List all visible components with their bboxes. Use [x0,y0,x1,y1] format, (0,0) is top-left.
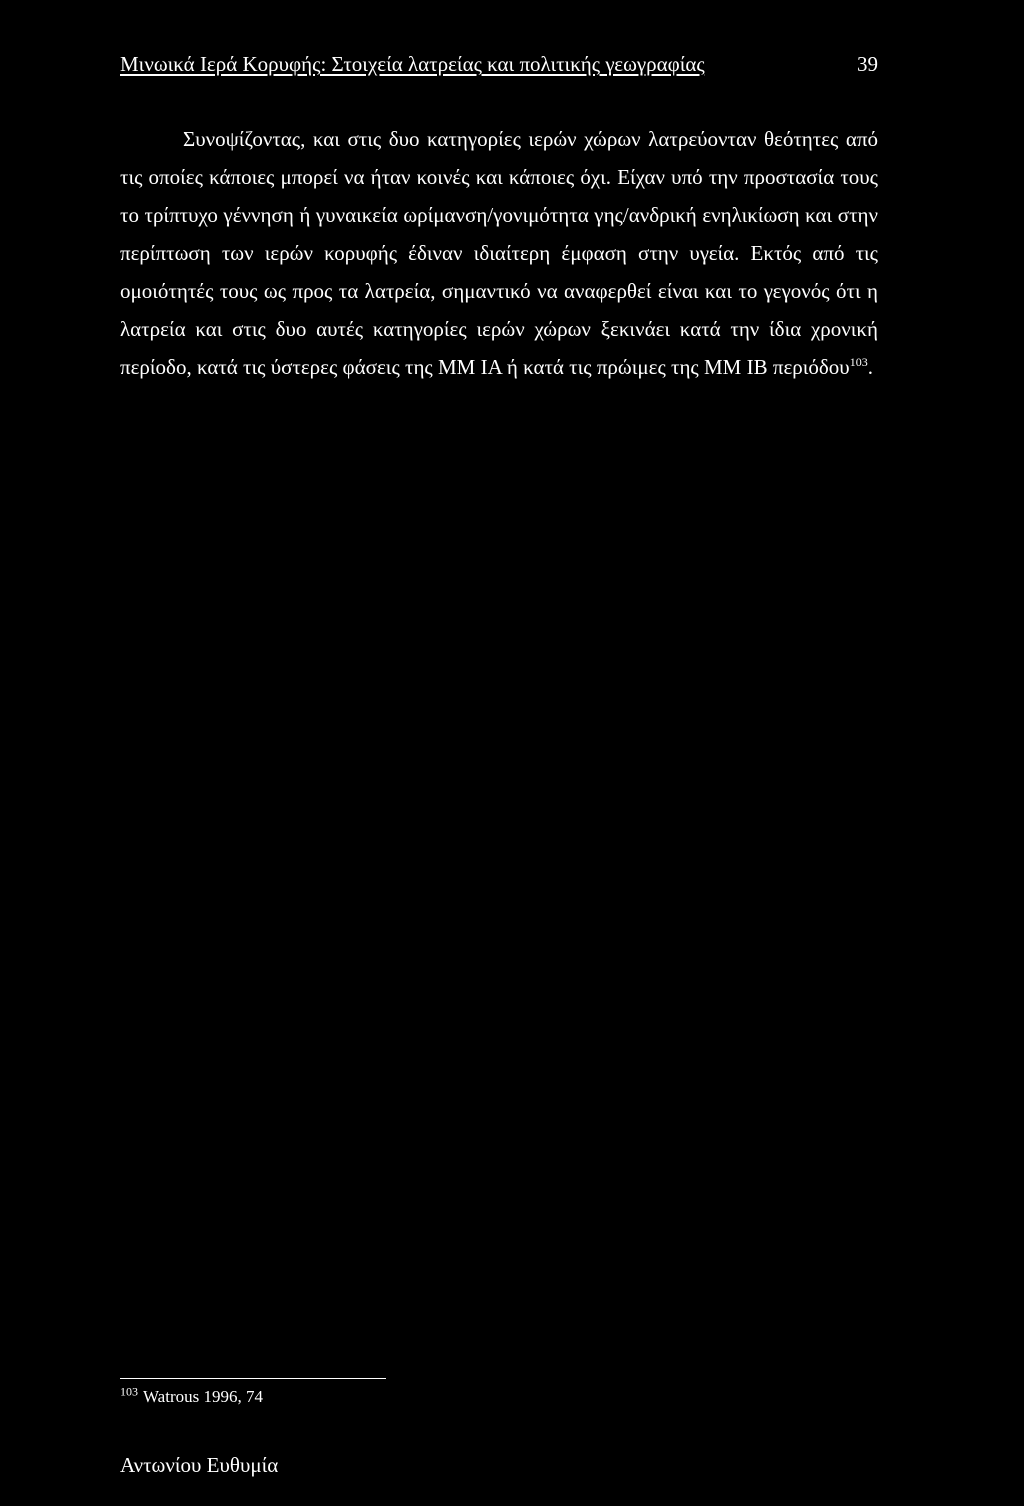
running-header-title: Μινωικά Ιερά Κορυφής: Στοιχεία λατρείας και πολιτικής γεωγραφίας [120,52,705,76]
footnote-number: 103 [120,1384,138,1399]
running-header [120,52,878,86]
footnote [120,1384,263,1407]
page-footer-author: Αντωνίου Ευθυμία [120,1453,279,1477]
footnote-reference[interactable]: 103 [849,355,868,369]
footnote-text: Watrous 1996, 74 [143,1387,263,1406]
body-paragraph [120,120,878,386]
page-number: 39 [857,52,878,76]
paragraph-end-punctuation: . [867,355,873,379]
footnote-separator [120,1378,386,1379]
body-paragraph-text: Συνοψίζοντας, και στις δυο κατηγορίες ιερών χώρων λατρεύονταν θεότητες από τις οποίες κάποιες μπορεί να ήταν κοινές και κάποιες όχι. Είχαν υπό την προστασία τους το τρίπτυχο γέννηση ή γυναικεία ωρίμανση/γονιμότητα γης/ανδρική ενηλικίωση και στην περίπτωση των ιερών κορυφής έδιναν ιδιαίτερη έμφαση στην υγεία. Εκτός από τις ομοιότητές τους ως προς τα λατρεία, σημαντικό να αναφερθεί είναι και το γεγονός ότι η λατρεία και στις δυο αυτές κατηγορίες ιερών χώρων ξεκινάει κατά την ίδια χρονική περίοδο, κατά τις ύστερες φάσεις της ΜΜ ΙΑ ή κατά τις πρώιμες της ΜΜ ΙΒ περιόδου [120,127,878,379]
